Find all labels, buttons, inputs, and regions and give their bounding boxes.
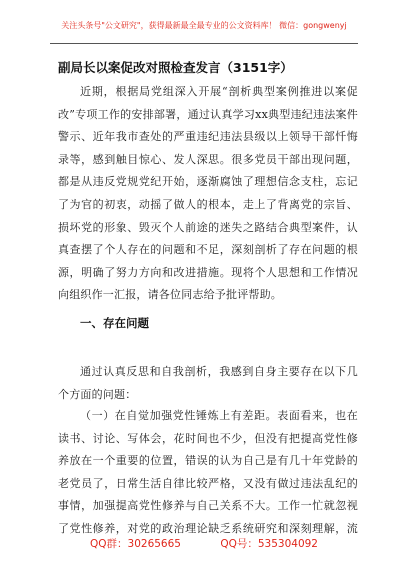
header-divider bbox=[50, 43, 358, 44]
footer-qq-number: QQ号：535304092 bbox=[220, 538, 318, 550]
body-paragraph-item-1: （一）在自觉加强党性锤炼上有差距。表面看来，也在读书、讨论、写体会，花时间也不少，但没有把提高党性修养放在一个重要的位置，错误的认为自己是有几十年党龄的老党员了，日常生活自律比较严格，又没有做过违法乱纪的事情，加强提高党性修养与自己关系不大。工作一忙就忽视了党性修养，对党的政治理论缺乏系统研究和深刻理解，流 bbox=[58, 409, 358, 535]
section-heading-problems: 一、存在问题 bbox=[80, 316, 149, 330]
footer bbox=[0, 536, 408, 551]
body-paragraph-overview: 通过认真反思和自我剖析，我感到自身主要存在以下几个方面的问题： bbox=[58, 365, 358, 401]
document-title: 副局长以案促改对照检查发言（3151字） bbox=[58, 60, 293, 75]
header-banner: 关注头条号"公文研究"，获得最新最全最专业的公文资料库！ 微信：gongwenyj bbox=[61, 21, 347, 30]
footer-qq-group: QQ群：30265665 bbox=[90, 538, 181, 550]
body-paragraph-intro: 近期，根据局党组深入开展“剖析典型案例推进以案促改”专项工作的安排部署，通过认真学习xx典型违纪违法案件警示、近年我市查处的严重违纪违法县级以上领导干部忏悔录等，感到触目惊心、发人深思。很多党员干部出现问题，都是从违反党规党纪开始，逐渐腐蚀了理想信念支柱，忘记了为官的初衷，动摇了做人的根本，走上了背离党的宗旨、损坏党的形象、毁灭个人前途的迷失之路结合典型案件，认真查摆了个人存在的问题和不足，深刻剖析了存在问题的根源，明确了努力方向和改进措施。现将个人思想和工作情况向组织作一汇报，请各位同志给予批评帮助。 bbox=[58, 85, 358, 302]
